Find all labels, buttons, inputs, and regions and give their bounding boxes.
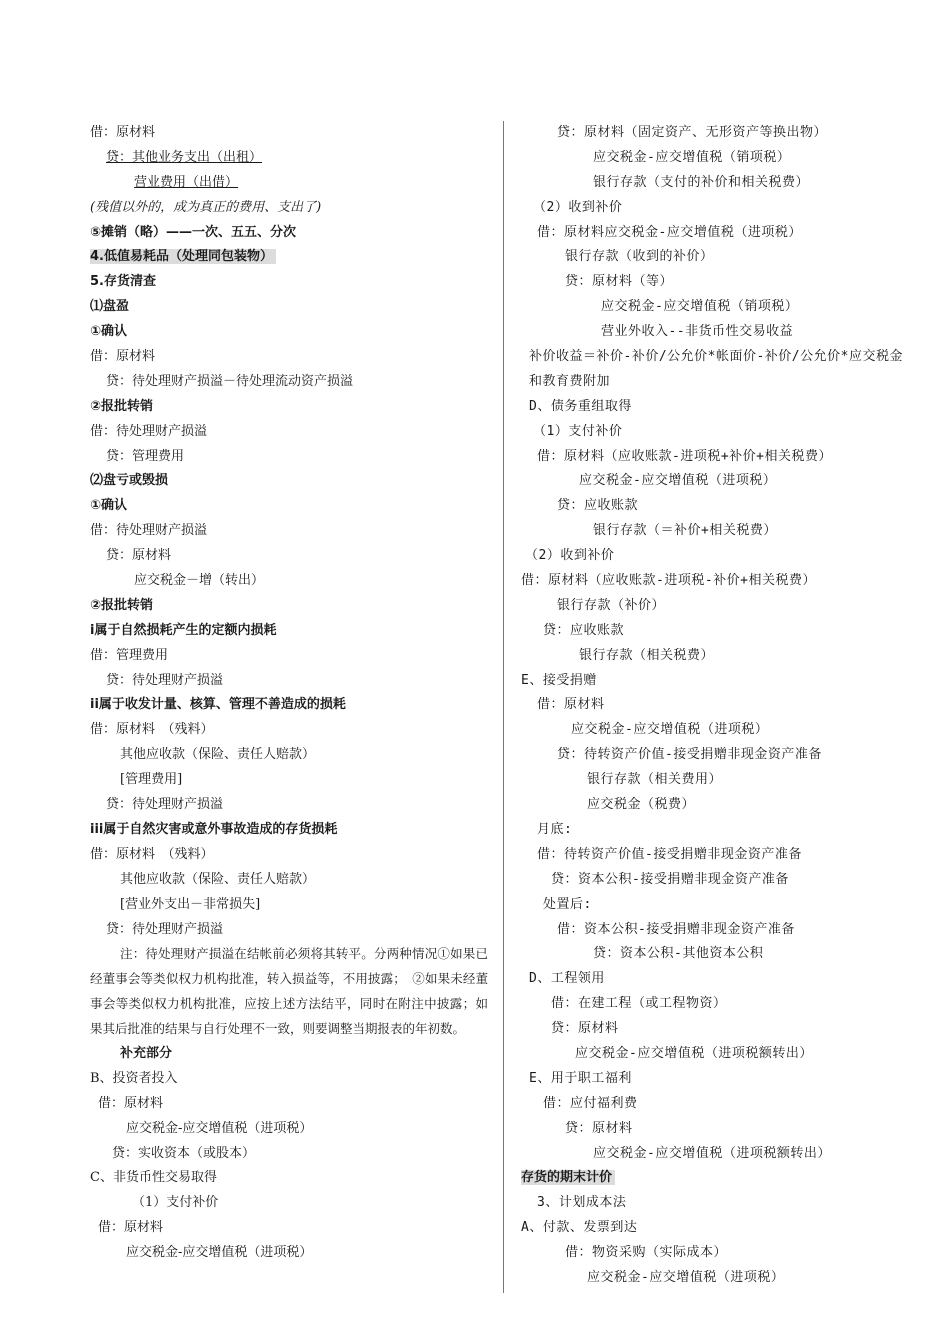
text-line: 其他应收款（保险、责任人赔款）: [120, 871, 316, 887]
text-line: 银行存款（相关税费）: [579, 647, 715, 663]
section-heading: ①确认: [90, 324, 128, 340]
note-paragraph: 注：待处理财产损溢在结帐前必须将其转平。分两种情况①如果已经董事会等类似权力机构批准，转入损益等，不用披露； ②如果未经董事会等类似权力机构批准，应按上述方法结平，同时在附注中披露；如果其后批准的结果与自行处理不一致，则要调整当期报表的年初数。: [90, 946, 488, 1037]
text-line: E、用于职工福利: [529, 1070, 632, 1086]
text-line: 借：待处理财产损溢: [90, 423, 208, 439]
text-line: 贷：原材料: [551, 1021, 619, 1037]
text-line: (残值以外的，成为真正的费用、支出了): [90, 199, 322, 215]
text-line: [营业外支出－非常损失]: [120, 896, 261, 912]
text-line: 借：待转资产价值-接受捐赠非现金资产准备: [537, 846, 802, 862]
text-line: 借：待处理财产损溢: [90, 523, 208, 539]
text-line: 和教育费附加: [529, 373, 611, 389]
text-line: 借：原材料 （残料）: [90, 722, 214, 738]
text-line: 应交税金-应交增值税（进项税）: [126, 1245, 313, 1261]
text-line: 贷：资本公积-其他资本公积: [593, 946, 764, 962]
text-line: [管理费用]: [120, 772, 183, 788]
text-line: 应交税金（税费）: [587, 797, 696, 813]
text-line: 银行存款（支付的补价和相关税费）: [593, 174, 810, 190]
section-heading: ②报批转销: [90, 398, 154, 414]
section-heading: 存货的期末计价: [521, 1166, 936, 1191]
section-heading: i属于自然损耗产生的定额内损耗: [90, 622, 277, 638]
text-line: 银行存款（＝补价+相关税费）: [593, 523, 777, 539]
text-line: 应交税金-应交增值税（进项税额转出）: [593, 1145, 831, 1161]
section-heading: ⑤摊销（略）——一次、五五、分次: [90, 224, 297, 240]
text-line: B、投资者投入: [90, 1070, 178, 1086]
text-line: 应交税金-应交增值税（进项税）: [571, 722, 769, 738]
text-line: 借：原材料 （残料）: [90, 846, 214, 862]
text-line: 借：原材料应交税金-应交增值税（进项税）: [537, 224, 802, 240]
section-heading: 5.存货清查: [90, 274, 156, 290]
text-line: A、付款、发票到达: [521, 1220, 638, 1236]
text-line: 借：原材料: [537, 697, 605, 713]
text-line: 贷：管理费用: [106, 448, 185, 464]
section-heading: ①确认: [90, 498, 128, 514]
text-line: D、工程领用: [529, 971, 605, 987]
text-line: 应交税金-应交增值税（进项税）: [126, 1120, 313, 1136]
text-line: 月底:: [537, 821, 573, 837]
text-line: 借：在建工程（或工程物资）: [551, 996, 727, 1012]
text-line: 应交税金-应交增值税（进项税额转出）: [575, 1045, 813, 1061]
section-heading: 补充部分: [120, 1046, 173, 1062]
text-line: 借：原材料: [98, 1220, 164, 1236]
text-line: 贷：应收账款: [557, 498, 639, 514]
text-line: 银行存款（收到的补价）: [565, 249, 714, 265]
text-line: 贷：原材料: [106, 548, 172, 564]
text-line: 借：原材料: [90, 125, 156, 140]
text-line: 贷：原材料（等）: [565, 274, 674, 290]
text-line: 借：应付福利费: [543, 1095, 638, 1111]
section-heading: ii属于收发计量、核算、管理不善造成的损耗: [90, 697, 346, 713]
left-column: [90, 121, 490, 1266]
text-line: 应交税金-应交增值税（销项税）: [593, 149, 791, 165]
text-line: E、接受捐赠: [521, 672, 597, 688]
text-line: 应交税金-应交增值税（进项税）: [579, 473, 777, 489]
text-line: （2）收到补价: [533, 199, 623, 215]
text-line: 贷：实收资本（或股本）: [112, 1145, 256, 1161]
section-heading: ⑴盘盈: [90, 299, 130, 315]
section-heading: iii属于自然灾害或意外事故造成的存货损耗: [90, 821, 338, 837]
text-line: 贷：原材料（固定资产、无形资产等换出物）: [557, 125, 828, 140]
section-heading: ⑵盘亏或毁损: [90, 473, 169, 489]
text-line: 借：原材料: [90, 349, 156, 365]
text-line: 贷：应收账款: [543, 622, 625, 638]
text-line: 应交税金-应交增值税（进项税）: [587, 1269, 785, 1285]
text-line: 贷：待处理财产损溢: [106, 797, 224, 813]
text-line: 贷：待转资产价值-接受捐赠非现金资产准备: [557, 747, 822, 763]
text-line: 借：资本公积-接受捐赠非现金资产准备: [557, 921, 795, 937]
text-line: 应交税金－增（转出）: [134, 573, 265, 589]
text-line: 贷：待处理财产损溢: [106, 672, 224, 688]
text-line: 银行存款（补价）: [557, 597, 666, 613]
section-heading: 4.低值易耗品（处理同包装物）: [90, 245, 490, 270]
text-line: 3、计划成本法: [537, 1195, 627, 1211]
text-line: （1）支付补价: [132, 1195, 219, 1211]
text-line: 处置后:: [543, 896, 592, 912]
text-line: 贷：待处理财产损溢－待处理流动资产损溢: [106, 373, 354, 389]
text-line: 营业外收入--非货币性交易收益: [601, 324, 794, 340]
section-heading: ②报批转销: [90, 597, 154, 613]
text-line: 贷：资本公积-接受捐赠非现金资产准备: [551, 871, 789, 887]
text-line: （2）收到补价: [525, 548, 615, 564]
text-line: 借：原材料: [98, 1095, 164, 1111]
text-line: 借：原材料（应收账款-进项税-补价+相关税费）: [521, 573, 816, 589]
text-line: 补价收益＝补价-补价/公允价*帐面价-补价/公允价*应交税金: [529, 349, 903, 365]
right-column: [521, 121, 936, 1291]
text-line: C、非货币性交易取得: [90, 1170, 217, 1186]
column-divider: [503, 121, 504, 1293]
text-line: 银行存款（相关费用）: [587, 772, 723, 788]
text-line: 其他应收款（保险、责任人赔款）: [120, 747, 316, 763]
text-line: 贷：其他业务支出（出租）: [106, 149, 263, 165]
text-line: 借：物资采购（实际成本）: [565, 1245, 728, 1261]
text-line: 营业费用（出借）: [134, 174, 239, 190]
text-line: （1）支付补价: [533, 423, 623, 439]
text-line: 应交税金-应交增值税（销项税）: [601, 299, 799, 315]
text-line: 贷：待处理财产损溢: [106, 921, 224, 937]
text-line: 借：原材料（应收账款-进项税+补价+相关税费）: [537, 448, 832, 464]
text-line: 贷：原材料: [565, 1120, 633, 1136]
text-line: D、债务重组取得: [529, 398, 632, 414]
text-line: 借：管理费用: [90, 647, 169, 663]
